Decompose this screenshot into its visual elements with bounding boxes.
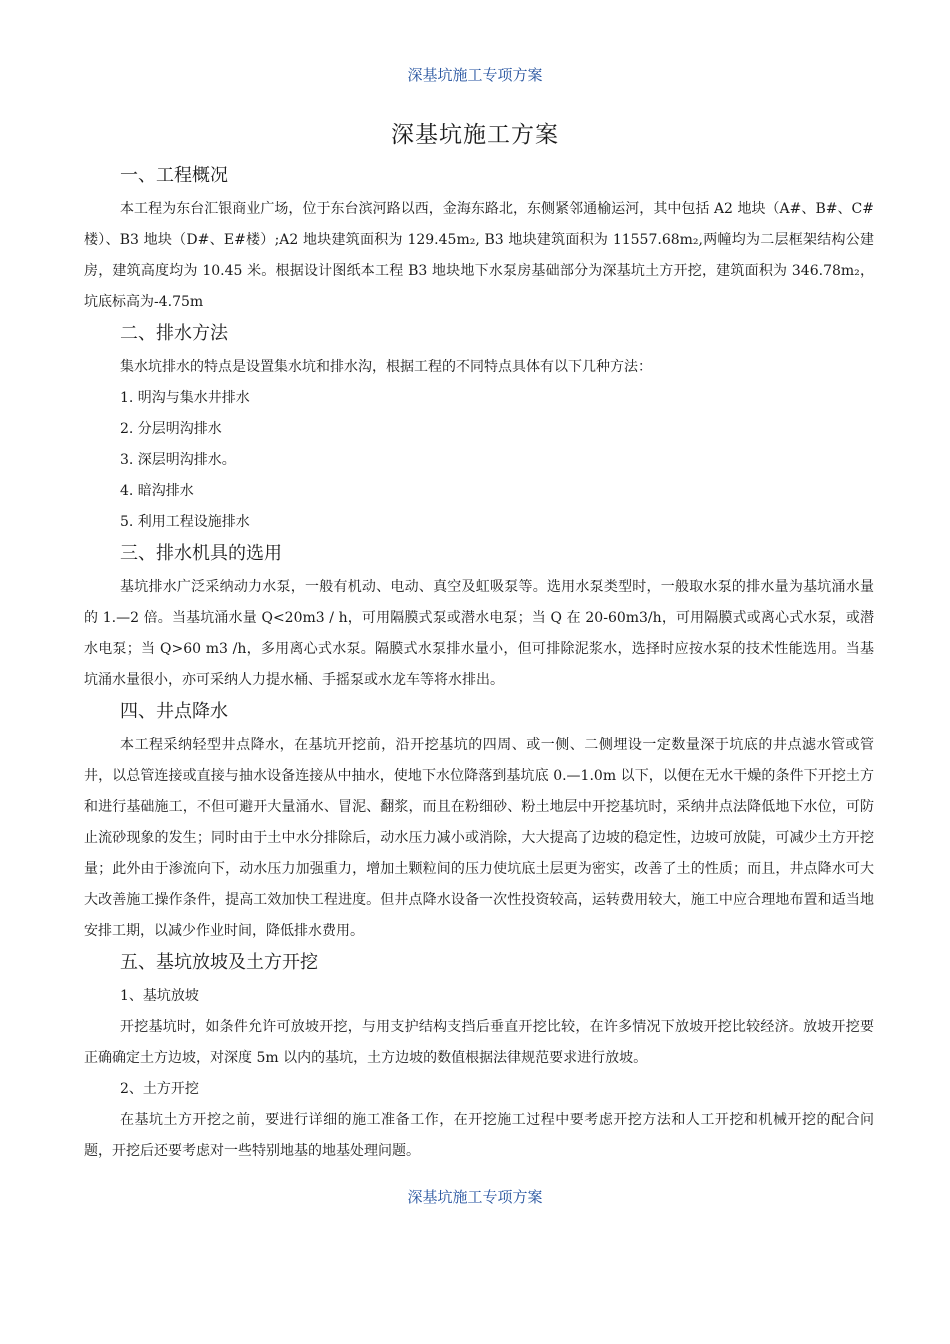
running-header: 深基坑施工专项方案: [407, 66, 543, 84]
subsection-heading-excavation: 2、土方开挖: [120, 1081, 199, 1097]
subsection-paragraph-excavation: 在基坑土方开挖之前，要进行详细的施工准备工作，在开挖施工过程中要考虑开挖方法和人工开挖和机械开挖的配合问题，开挖后还要考虑对一些特别地基的地基处理问题。: [84, 1112, 874, 1159]
list-item: 4. 暗沟排水: [120, 483, 194, 499]
list-item: 2. 分层明沟排水: [120, 421, 222, 437]
section-paragraph-well-point-dewatering: 本工程采纳轻型井点降水，在基坑开挖前，沿开挖基坑的四周、或一侧、二侧埋设一定数量深于坑底的井点滤水管或管井，以总管连接或直接与抽水设备连接从中抽水，使地下水位降落到基坑底 0.—1.0m 以下，以便在无水干燥的条件下开挖土方和进行基础施工，不但可避开大量涌水、冒泥、翻浆，而且在粉细砂、粉土地层中开挖基坑时，采纳井点法降低地下水位，可防止流砂现象的发生；同时由于土中水分排除后，动水压力减小或消除，大大提高了边坡的稳定性，边坡可放陡，可减少土方开挖量；此外由于渗流向下，动水压力加强重力，增加土颗粒间的压力使坑底土层更为密实，改善了土的性质；而且，井点降水可大大改善施工操作条件，提高工效加快工程进度。但井点降水设备一次性投资较高，运转费用较大，施工中应合理地布置和适当地安排工期，以减少作业时间，降低排水费用。: [84, 737, 874, 939]
list-item: 1. 明沟与集水井排水: [120, 390, 250, 406]
document-body: [84, 160, 874, 1167]
section-heading-pump-selection: 三、排水机具的选用: [120, 543, 282, 564]
section-paragraph-pump-selection: 基坑排水广泛采纳动力水泵，一般有机动、电动、真空及虹吸泵等。选用水泵类型时，一般取水泵的排水量为基坑涌水量的 1.—2 倍。当基坑涌水量 Q<20m3 / h，可用隔膜式泵或潜水电泵；当 Q 在 20-60m3/h，可用隔膜式或离心式水泵，或潜水电泵；当 Q>60 m3 /h，多用离心式水泵。隔膜式水泵排水量小，但可排除泥浆水，选择时应按水泵的技术性能选用。当基坑涌水量很小，亦可采纳人力提水桶、手摇泵或水龙车等将水排出。: [84, 579, 874, 688]
section-heading-drainage-methods: 二、排水方法: [120, 323, 228, 344]
list-item: 3. 深层明沟排水。: [120, 452, 236, 468]
subsection-paragraph-slope: 开挖基坑时，如条件允许可放坡开挖，与用支护结构支挡后垂直开挖比较，在许多情况下放坡开挖比较经济。放坡开挖要正确确定土方边坡，对深度 5m 以内的基坑，土方边坡的数值根据法律规范要求进行放坡。: [84, 1019, 874, 1066]
section-heading-slope-excavation: 五、基坑放坡及土方开挖: [120, 952, 318, 973]
section-paragraph-overview: 本工程为东台汇银商业广场，位于东台滨河路以西，金海东路北，东侧紧邻通榆运河，其中包括 A2 地块（A#、B#、C#楼）、B3 地块（D#、E#楼）;A2 地块建筑面积为 129.45m₂, B3 地块建筑面积为 11557.68m₂,两幢均为二层框架结构公建房，建筑高度均为 10.45 米。根据设计图纸本工程 B3 地块地下水泵房基础部分为深基坑土方开挖，建筑面积为 346.78m₂，坑底标高为-4.75m: [84, 201, 874, 310]
section-heading-well-point-dewatering: 四、井点降水: [120, 701, 228, 722]
running-footer: 深基坑施工专项方案: [407, 1188, 543, 1206]
document-title: 深基坑施工方案: [391, 122, 559, 148]
section-heading-overview: 一、工程概况: [120, 165, 228, 186]
list-item: 5. 利用工程设施排水: [120, 514, 250, 530]
section-paragraph-drainage-methods: 集水坑排水的特点是设置集水坑和排水沟，根据工程的不同特点具体有以下几种方法：: [120, 359, 652, 375]
subsection-heading-slope: 1、基坑放坡: [120, 988, 199, 1004]
